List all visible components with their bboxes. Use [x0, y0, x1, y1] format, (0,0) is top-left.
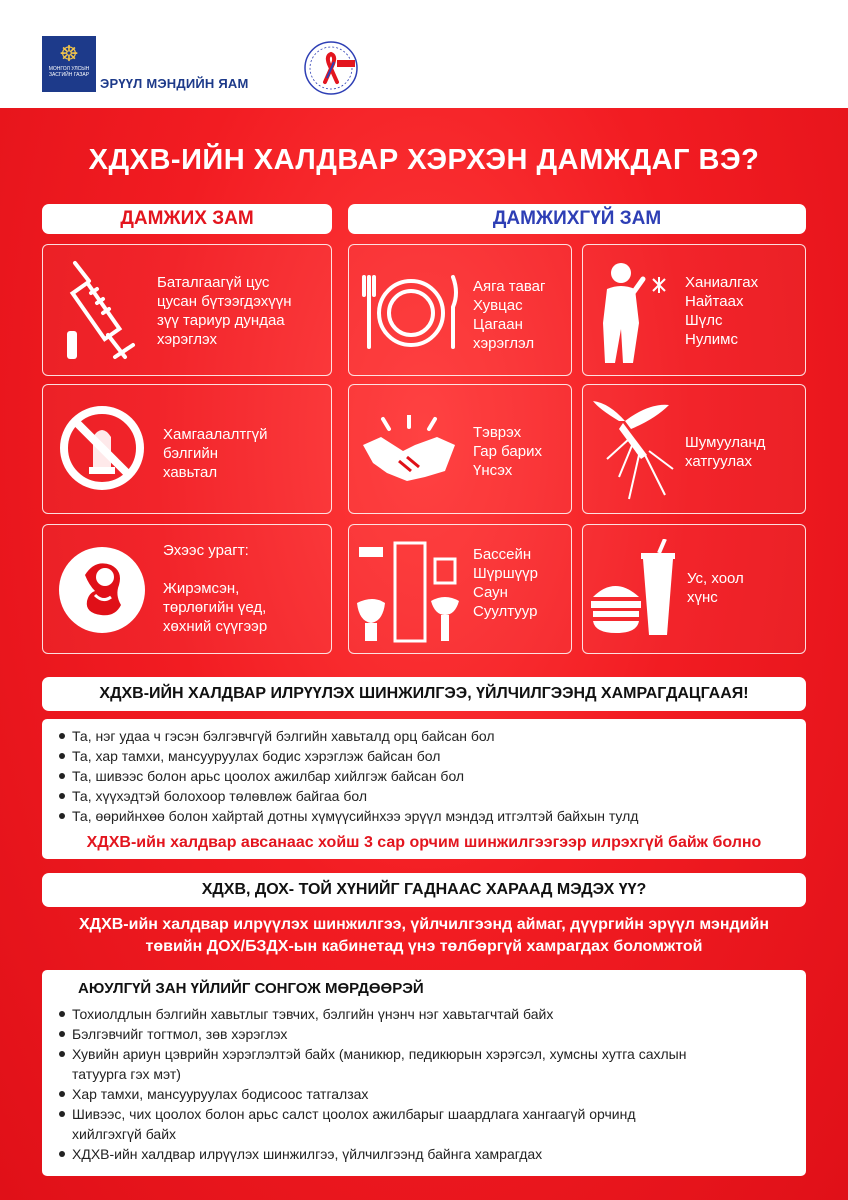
safe-card-touch [348, 384, 572, 514]
safe-behavior-box [42, 970, 806, 1176]
not-transmits-heading: ДАМЖИХГҮЙ ЗАМ [348, 204, 806, 234]
transmit-card-mother [42, 524, 332, 654]
transmit-card-blood-text: Баталгаагүй цус цусан бүтээгдэхүүн зүү тариур дундаа хэрэглэх [157, 274, 292, 348]
aids-ribbon-logo-icon [303, 40, 359, 96]
window-period-note: ХДХВ-ийн халдвар авсанаас хойш 3 сар орчим шинжилгээгээр илрэхгүй байж болно [86, 834, 762, 851]
transmit-card-blood [42, 244, 332, 376]
soyombo-icon: ☸ [59, 41, 79, 66]
transmits-heading: ДАМЖИХ ЗАМ [42, 204, 332, 234]
main-panel [0, 108, 848, 1200]
list-item: Хар тамхи, мансууруулах бодисоос татгалзах [56, 1084, 792, 1104]
list-item: Шивээс, чих цоолох болон арьс салст цоолох ажилбарыг шаардлага хангаагүй орчинд хийлгэхгүй байх [56, 1104, 696, 1144]
safe-card-touch-text: Тэврэх Гар барих Үнсэх [473, 424, 542, 479]
list-item: Та, өөрийнхөө болон хайртай дотны хүмүүсийнхээ эрүүл мэндэд итгэлтэй байхын тулд [56, 806, 792, 826]
sneezing-person-icon [593, 259, 669, 367]
safe-card-sneeze-text: Ханиалгах Найтаах Шүлс Нулимс [685, 274, 759, 348]
list-item: Та, хүүхэдтэй болохоор төлөвлөж байгаа бол [56, 786, 792, 806]
government-emblem [42, 36, 96, 92]
plate-cutlery-icon [361, 269, 461, 353]
test-list-box [42, 719, 806, 859]
test-reasons-list [56, 726, 792, 826]
food-drink-icon [589, 539, 681, 639]
transmit-card-mother-text: Эхээс урагт: Жирэмсэн, төрлөгийн үед, хөхний сүүгээр [163, 542, 268, 635]
no-condom-icon [57, 403, 147, 493]
list-item: Та, шивээс болон арьс цоолох ажилбар хийлгэж байсан бол [56, 766, 792, 786]
safe-card-bathroom-text: Бассейн Шүршүүр Саун Суултуур [473, 546, 538, 620]
transmit-card-sex [42, 384, 332, 514]
safe-card-food-text: Ус, хоол хүнс [687, 570, 744, 606]
safe-behavior-heading: АЮУЛГҮЙ ЗАН ҮЙЛИЙГ СОНГОЖ МӨРДӨӨРЭЙ [78, 980, 424, 997]
syringe-icon [63, 257, 143, 365]
list-item: Та, хар тамхи, мансууруулах бодис хэрэглэж байсан бол [56, 746, 792, 766]
safe-card-bathroom [348, 524, 572, 654]
fetus-icon [55, 543, 149, 637]
ministry-name: ЭРҮҮЛ МЭНДИЙН ЯАМ [100, 76, 249, 91]
emblem-text: МОНГОЛ УЛСЫН ЗАСГИЙН ГАЗАР [48, 66, 90, 78]
safe-behavior-list [56, 1004, 792, 1164]
test-heading: ХДХВ-ИЙН ХАЛДВАР ИЛРҮҮЛЭХ ШИНЖИЛГЭЭ, ҮЙЛЧИЛГЭЭНД ХАМРАГДАЦГААЯ! [42, 677, 806, 711]
list-item: Та, нэг удаа ч гэсэн бэлгэвчгүй бэлгийн хавьталд орц байсан бол [56, 726, 792, 746]
safe-card-food [582, 524, 806, 654]
safe-card-mosquito [582, 384, 806, 514]
handshake-icon [359, 415, 459, 485]
safe-card-sneeze [582, 244, 806, 376]
list-item: Хувийн ариун цэврийн хэрэглэлтэй байх (маникюр, педикюрын хэрэгсэл, хумсны хутга сахлын татуурга гэх мэт) [56, 1044, 696, 1084]
list-item: Тохиолдлын бэлгийн хавьтлыг тэвчих, бэлгийн үнэнч нэг хавьтагчтай байх [56, 1004, 792, 1024]
safe-card-mosquito-text: Шумууланд хатгуулах [685, 434, 766, 470]
transmit-card-sex-text: Хамгаалалтгүй бэлгийн хавьтал [163, 426, 268, 481]
list-item: Бэлгэвчийг тогтмол, зөв хэрэглэх [56, 1024, 792, 1044]
list-item: ХДХВ-ийн халдвар илрүүлэх шинжилгээ, үйлчилгээнд байнга хамрагдах [56, 1144, 792, 1164]
page-title: ХДХВ-ИЙН ХАЛДВАР ХЭРХЭН ДАМЖДАГ ВЭ? [88, 144, 760, 176]
free-testing-info: ХДХВ-ийн халдвар илрүүлэх шинжилгээ, үйлчилгээнд аймаг, дүүргийн эрүүл мэндийн төвийн ДОХ/БЗДХ-ын кабинетад үнэ төлбөргүй хамрагдах боломжтой [79, 916, 769, 955]
question-bar: ХДХВ, ДОХ- ТОЙ ХҮНИЙГ ГАДНААС ХАРААД МЭДЭХ ҮҮ? [42, 873, 806, 907]
safe-card-dishes-text: Аяга таваг Хувцас Цагаан хэрэглэл [473, 278, 546, 352]
header [0, 0, 848, 108]
mosquito-icon [589, 399, 675, 507]
bathroom-icon [355, 541, 467, 645]
safe-card-dishes [348, 244, 572, 376]
